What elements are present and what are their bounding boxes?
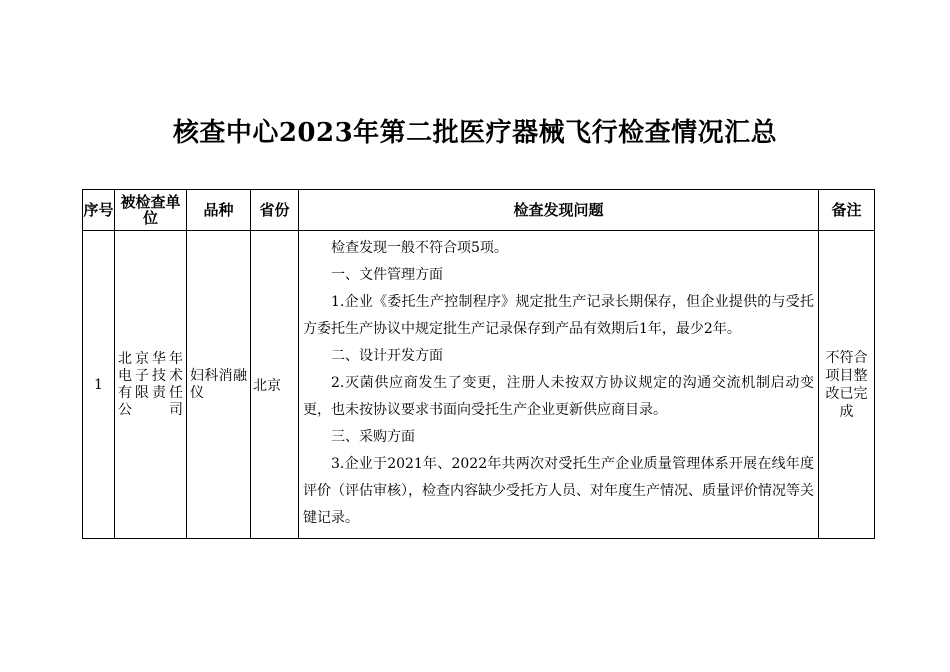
row-unit: 北京华年电子技术有限责任公司 (115, 231, 187, 539)
findings-section-heading: 三、采购方面 (331, 429, 415, 445)
findings-section-heading: 二、设计开发方面 (331, 348, 443, 364)
header-note: 备注 (819, 190, 875, 231)
header-row (83, 190, 875, 231)
table-row (83, 231, 875, 539)
header-findings: 检查发现问题 (299, 190, 819, 231)
row-findings (299, 231, 819, 539)
findings-item: 1.企业《委托生产控制程序》规定批生产记录长期保存，但企业提供的与受托方委托生产协议中规定批生产记录保存到产品有效期后1年，最少2年。 (303, 294, 814, 337)
header-province: 省份 (251, 190, 299, 231)
findings-item: 3.企业于2021年、2022年共两次对受托生产企业质量管理体系开展在线年度评价（评估审核），检查内容缺少受托方人员、对年度生产情况、质量评价情况等关键记录。 (303, 456, 814, 526)
page-title: 核查中心2023年第二批医疗器械飞行检查情况汇总 (172, 118, 778, 148)
row-no: 1 (83, 231, 115, 539)
findings-section-heading: 一、文件管理方面 (331, 267, 443, 283)
row-product: 妇科消融仪 (187, 231, 251, 539)
findings-item: 2.灭菌供应商发生了变更，注册人未按双方协议规定的沟通交流机制启动变更，也未按协议要求书面向受托生产企业更新供应商目录。 (303, 375, 814, 418)
row-province: 北京 (251, 231, 299, 539)
inspection-table (82, 189, 875, 539)
row-note: 不符合项目整改已完成 (819, 231, 875, 539)
header-product: 品种 (187, 190, 251, 231)
findings-summary: 检查发现一般不符合项5项。 (331, 240, 508, 256)
header-unit: 被检查单位 (115, 190, 187, 231)
header-no: 序号 (83, 190, 115, 231)
